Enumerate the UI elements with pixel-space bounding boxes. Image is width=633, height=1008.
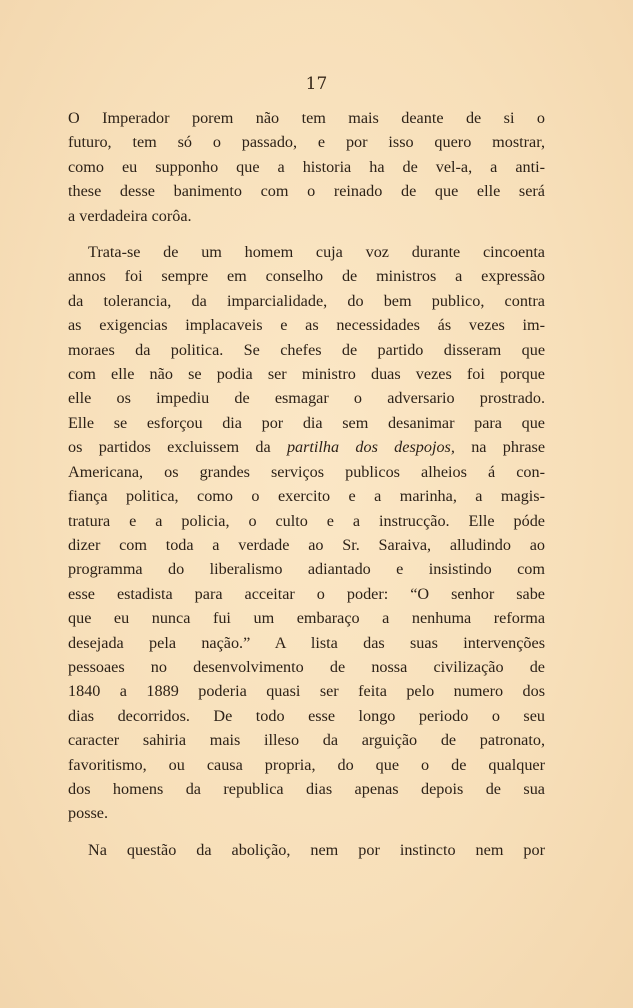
text-line: que eu nunca fui um embaraço a nenhuma reforma xyxy=(68,609,545,628)
text-line: da tolerancia, da imparcialidade, do bem publico, contra xyxy=(68,291,545,310)
text-line: Na questão da abolição, nem por instincto nem por xyxy=(88,840,545,859)
text-line: com elle não se podia ser ministro duas vezes foi porque xyxy=(68,365,545,384)
text-line: Elle se esforçou dia por dia sem desanimar para que xyxy=(68,413,545,432)
text-line: posse. xyxy=(68,804,109,823)
line-end: na phrase xyxy=(471,438,546,457)
paragraph-1 xyxy=(68,106,545,228)
text-line-with-italic xyxy=(68,435,545,459)
text-line: caracter sahiria mais illeso da arguição de patronato, xyxy=(68,731,545,750)
text-line: dizer com toda a verdade ao Sr. Saraiva, alludindo ao xyxy=(68,535,545,554)
text-line: esse estadista para acceitar o poder: “O senhor sabe xyxy=(68,584,545,603)
text-line: tratura e a policia, o culto e a instrucção. Elle póde xyxy=(68,511,545,530)
page-number: 17 xyxy=(305,74,328,94)
paragraph-2 xyxy=(68,240,545,826)
text-line: elle os impediu de esmagar o adversario prostrado. xyxy=(68,389,545,408)
text-line: these desse banimento com o reinado de que elle será xyxy=(68,182,545,201)
text-line: desejada pela nação.” A lista das suas intervenções xyxy=(68,633,545,652)
text-line: favoritismo, ou causa propria, do que o de qualquer xyxy=(68,755,545,774)
text-line: dias decorridos. De todo esse longo periodo o seu xyxy=(68,706,545,725)
text-line: programma do liberalismo adiantado e insistindo com xyxy=(68,560,545,579)
text-line: Americana, os grandes serviços publicos alheios á con- xyxy=(68,462,545,481)
text-line: moraes da politica. Se chefes de partido disseram que xyxy=(68,340,545,359)
text-line: como eu supponho que a historia ha de vel-a, a anti- xyxy=(68,157,545,176)
text-line: O Imperador porem não tem mais deante de si o xyxy=(68,109,545,127)
text-line: a verdadeira corôa. xyxy=(68,206,192,225)
text-line: annos foi sempre em conselho de ministros a expressão xyxy=(68,267,545,286)
italic-phrase: partilha dos despojos, xyxy=(286,438,455,457)
text-line: dos homens da republica dias apenas depois de sua xyxy=(68,779,545,798)
text-line: as exigencias implacaveis e as necessidades ás vezes im- xyxy=(68,316,545,335)
line-start: os partidos excluissem da xyxy=(68,438,271,457)
paragraph-3 xyxy=(68,838,545,862)
text-line: Trata-se de um homem cuja voz durante cincoenta xyxy=(88,243,545,262)
text-line: futuro, tem só o passado, e por isso quero mostrar, xyxy=(68,133,545,152)
text-line: fiança politica, como o exercito e a marinha, a magis- xyxy=(68,487,545,506)
text-line: 1840 a 1889 poderia quasi ser feita pelo numero dos xyxy=(68,682,545,701)
body-text xyxy=(68,106,545,862)
text-line: pessoaes no desenvolvimento de nossa civilização de xyxy=(68,657,545,676)
